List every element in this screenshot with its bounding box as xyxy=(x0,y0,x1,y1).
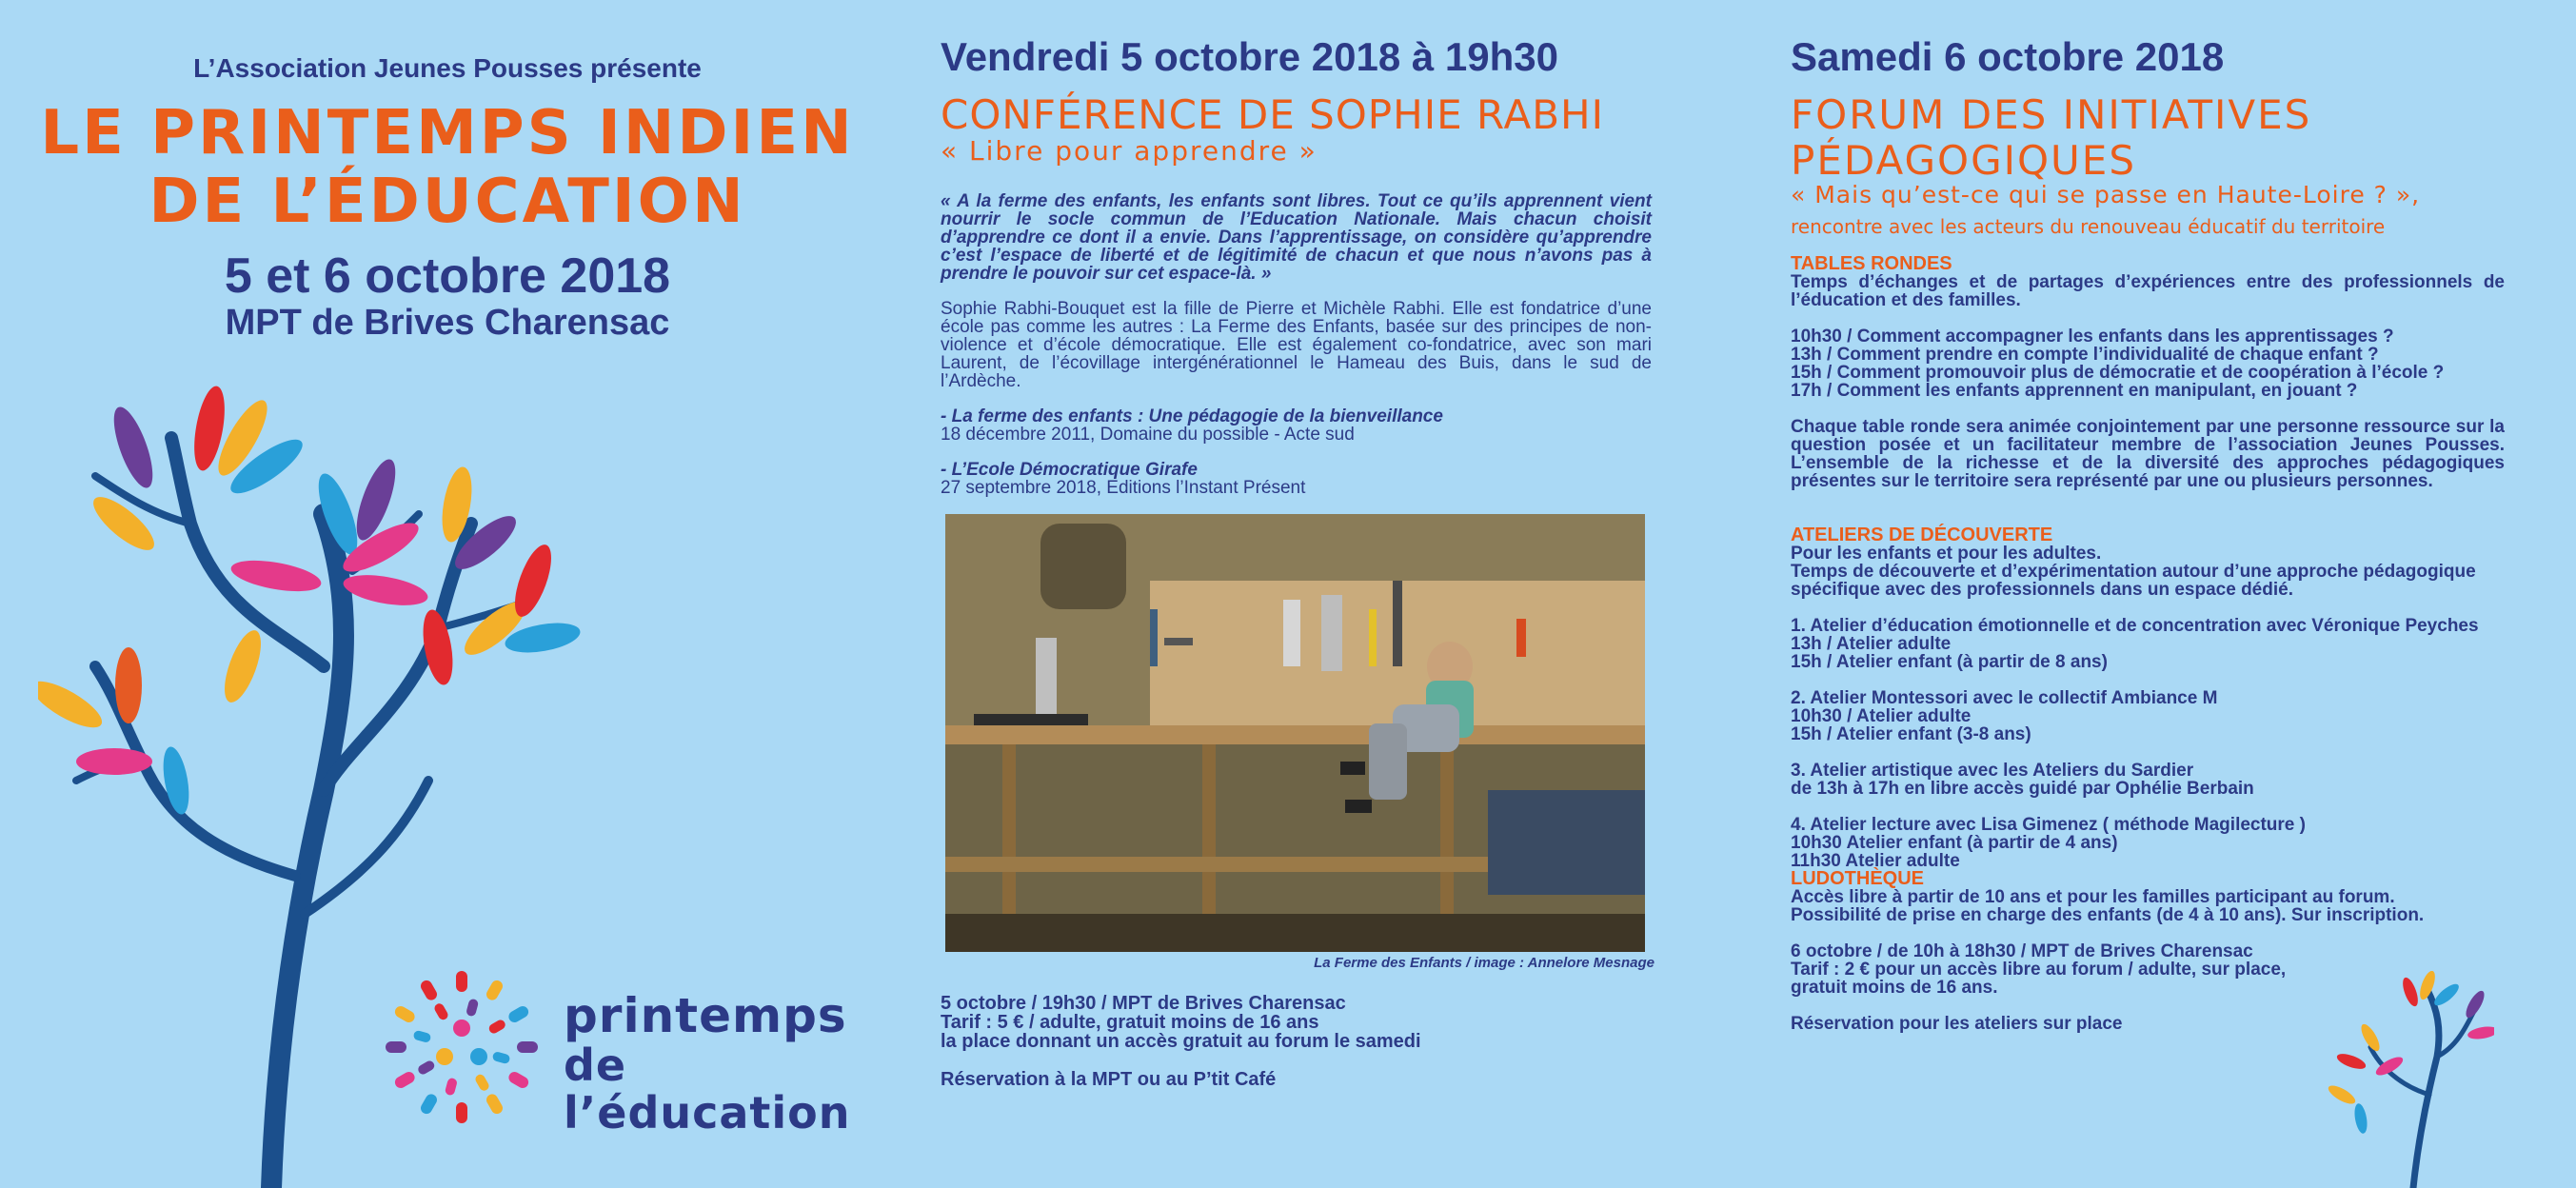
ateliers-intro: Pour les enfants et pour les adultes. xyxy=(1791,544,2102,564)
small-tree-illustration xyxy=(2323,971,2494,1188)
printemps-logo-text xyxy=(564,990,862,1137)
conference-info xyxy=(941,994,1421,1089)
speaker-bio: Sophie Rabhi-Bouquet est la fille de Pierre et Michèle Rabhi. Elle est fondatrice d’une école pas comme les autres : La Ferme des Enfants, basée sur des principes de non-violence et d’école démocratique. Elle est également co-fondatrice, avec son mari Laurent, de l’écovillage intergénérationnel le Hameau des Buis, dans le sud de l’Ardèche. xyxy=(941,299,1652,391)
conference-reservation: Réservation à la MPT ou au P’tit Café xyxy=(941,1069,1277,1090)
forum-tagline: rencontre avec les acteurs du renouveau éducatif du territoire xyxy=(1791,215,2386,238)
forum-title-line1: FORUM DES INITIATIVES xyxy=(1791,91,2312,138)
conference-date: Vendredi 5 octobre 2018 à 19h30 xyxy=(941,34,1558,79)
ateliers-intro: Temps de découverte et d’expérimentation autour d’une approche pédagogique spécifique avec des professionnels dans un espace dédié. xyxy=(1791,562,2476,600)
tables-rondes-note: Chaque table ronde sera animée conjointement par une personne ressource sur la question posée et un facilitateur membre de l’association Jeunes Pousses. L’ensemble de la richesse et de la diversité des approches pédagogiques présentes sur le territoire sera représenté par une ou plusieurs personnes. xyxy=(1791,417,2505,491)
forum-date: Samedi 6 octobre 2018 xyxy=(1791,34,2225,79)
forum-reservation: Réservation pour les ateliers sur place xyxy=(1791,1014,2123,1034)
left-panel xyxy=(0,0,862,1188)
conference-title: CONFÉRENCE DE SOPHIE RABHI xyxy=(941,91,1604,138)
presenter-line: L’Association Jeunes Pousses présente xyxy=(193,53,702,83)
main-title-line2: DE L’ÉDUCATION xyxy=(149,167,746,237)
right-panel xyxy=(1718,0,2576,1188)
book-title: - L’Ecole Démocratique Girafe xyxy=(941,460,1198,480)
conference-description xyxy=(941,192,1652,497)
book-details: 18 décembre 2011, Domaine du possible - Acte sud xyxy=(941,425,1355,445)
book-details: 27 septembre 2018, Editions l’Instant Présent xyxy=(941,478,1306,498)
logo-word-education: de l’éducation xyxy=(564,1040,851,1138)
ateliers-heading: ATELIERS DE DÉCOUVERTE xyxy=(1791,525,2053,545)
printemps-logo-icon xyxy=(381,966,543,1128)
event-dates: 5 et 6 octobre 2018 xyxy=(224,248,671,304)
workshop-photo xyxy=(945,514,1645,952)
main-title-line1: LE PRINTEMPS INDIEN xyxy=(40,98,855,168)
atelier-schedule: 10h30 Atelier enfant (à partir de 4 ans) xyxy=(1791,833,2118,853)
event-venue: MPT de Brives Charensac xyxy=(225,303,670,343)
table-ronde-item: 13h / Comment prendre en compte l’individualité de chaque enfant ? xyxy=(1791,345,2379,365)
book-item xyxy=(941,461,1652,497)
ludotheque-line: Accès libre à partir de 10 ans et pour les familles participant au forum. xyxy=(1791,887,2395,907)
ludotheque-heading: LUDOTHÈQUE xyxy=(1791,868,1924,889)
table-ronde-item: 10h30 / Comment accompagner les enfants dans les apprentissages ? xyxy=(1791,327,2394,346)
middle-panel xyxy=(862,0,1718,1188)
atelier-schedule: 11h30 Atelier adulte xyxy=(1791,851,1960,871)
conference-subtitle: « Libre pour apprendre » xyxy=(941,135,1318,167)
forum-program xyxy=(1791,255,2505,1033)
forum-subtitle: « Mais qu’est-ce qui se passe en Haute-Loire ? », xyxy=(1791,181,2421,208)
atelier-title: 2. Atelier Montessori avec le collectif Ambiance M xyxy=(1791,688,2218,708)
photo-credit: La Ferme des Enfants / image : Annelore Mesnage xyxy=(1314,955,1655,971)
table-ronde-item: 17h / Comment les enfants apprennent en manipulant, en jouant ? xyxy=(1791,381,2358,401)
conference-info-line: 5 octobre / 19h30 / MPT de Brives Charensac xyxy=(941,993,1346,1014)
atelier-schedule: 10h30 / Atelier adulte xyxy=(1791,706,1972,726)
tables-rondes-heading: TABLES RONDES xyxy=(1791,253,1952,274)
conference-price: Tarif : 5 € / adulte, gratuit moins de 16 ans xyxy=(941,1012,1319,1033)
atelier-title: 3. Atelier artistique avec les Ateliers du Sardier xyxy=(1791,761,2194,781)
book-item xyxy=(941,407,1652,444)
forum-price-note: gratuit moins de 16 ans. xyxy=(1791,978,1998,998)
atelier-schedule: 15h / Atelier enfant (3-8 ans) xyxy=(1791,724,2031,744)
forum-title-line2: PÉDAGOGIQUES xyxy=(1791,137,2136,184)
tables-rondes-intro: Temps d’échanges et de partages d’expériences entre des professionnels de l’éducation et des familles. xyxy=(1791,272,2505,310)
conference-info-line: la place donnant un accès gratuit au forum le samedi xyxy=(941,1031,1421,1052)
atelier-title: 4. Atelier lecture avec Lisa Gimenez ( méthode Magilecture ) xyxy=(1791,815,2306,835)
book-title: - La ferme des enfants : Une pédagogie de la bienveillance xyxy=(941,406,1443,426)
forum-price: Tarif : 2 € pour un accès libre au forum / adulte, sur place, xyxy=(1791,960,2287,980)
atelier-title: 1. Atelier d’éducation émotionnelle et de concentration avec Véronique Peyches xyxy=(1791,616,2479,636)
table-ronde-item: 15h / Comment promouvoir plus de démocratie et de coopération à l’école ? xyxy=(1791,363,2445,383)
atelier-schedule: de 13h à 17h en libre accès guidé par Ophélie Berbain xyxy=(1791,779,2254,799)
conference-quote: « A la ferme des enfants, les enfants sont libres. Tout ce qu’ils apprennent vient nourrir le socle commun de l’Education Nationale. Mais chacun choisit d’apprendre ce dont il a envie. Dans l’apprentissage, on considère qu’apprendre c’est l’espace de liberté et de légitimité de chacun et que nous n’avons pas à prendre le pouvoir sur cet espace-là. » xyxy=(941,191,1652,284)
forum-info-line: 6 octobre / de 10h à 18h30 / MPT de Brives Charensac xyxy=(1791,941,2253,961)
ludotheque-line: Possibilité de prise en charge des enfants (de 4 à 10 ans). Sur inscription. xyxy=(1791,905,2425,925)
atelier-schedule: 15h / Atelier enfant (à partir de 8 ans) xyxy=(1791,652,2108,672)
logo-word-printemps: printemps xyxy=(564,988,847,1043)
atelier-schedule: 13h / Atelier adulte xyxy=(1791,634,1952,654)
